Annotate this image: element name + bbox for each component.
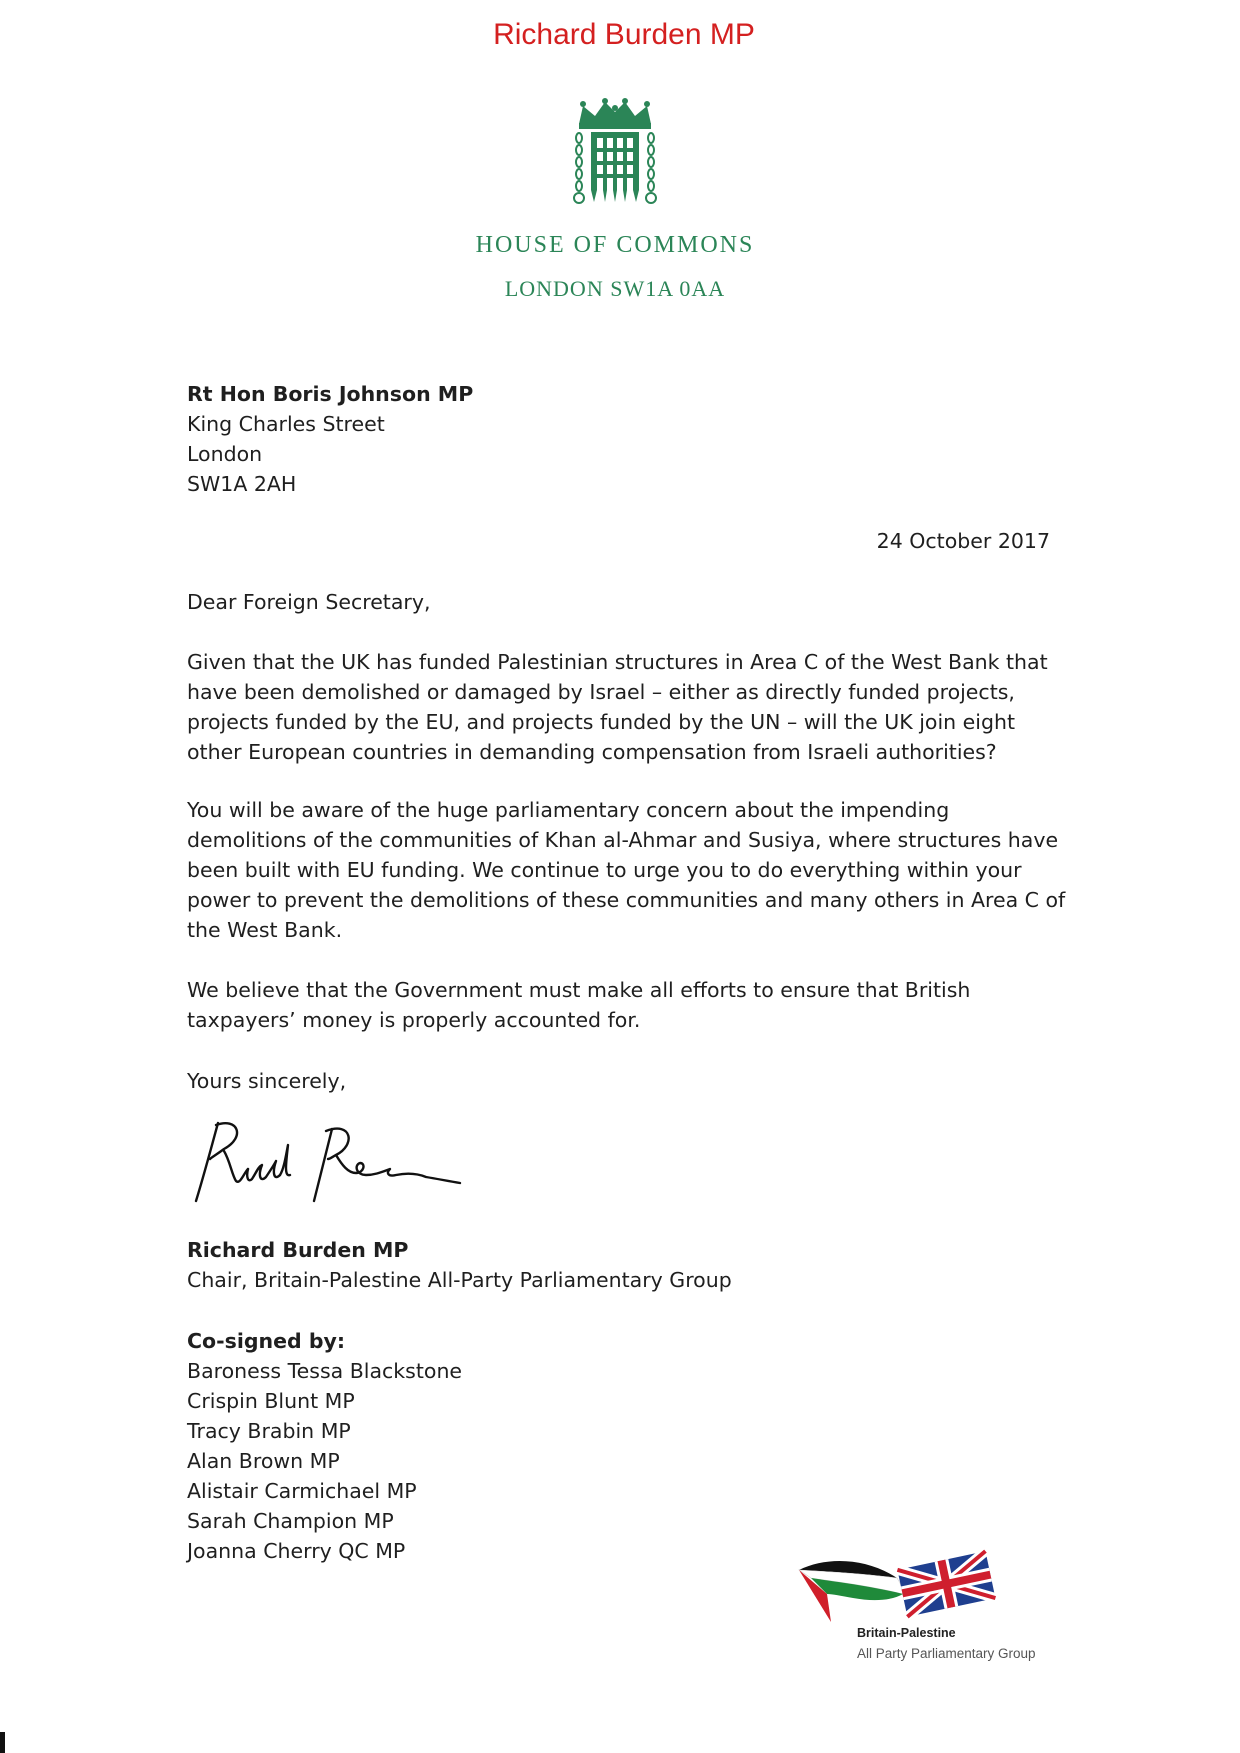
- letter-date: 24 October 2017: [876, 529, 1050, 553]
- portcullis-icon: [571, 98, 659, 206]
- handwritten-signature: [190, 1115, 465, 1207]
- cosigner-name: Joanna Cherry QC MP: [187, 1539, 406, 1563]
- recipient-name: Rt Hon Boris Johnson MP: [187, 382, 474, 406]
- cosigner-name: Baroness Tessa Blackstone: [187, 1359, 463, 1383]
- body-paragraph: You will be aware of the huge parliamentary concern about the impending demolitions of the communities of Khan al-Ahmar and Susiya, where structures have been built with EU funding. We continue to urge you to do everything within your power to prevent the demolitions of these communities and many others in Area C of the West Bank.: [187, 798, 1066, 942]
- cosigner-name: Alistair Carmichael MP: [187, 1479, 417, 1503]
- cosigners-section: [187, 1326, 462, 1566]
- recipient-address: [187, 379, 473, 499]
- recipient-address-line: London: [187, 442, 263, 466]
- cosigner-name: Sarah Champion MP: [187, 1509, 394, 1533]
- body-paragraph: We believe that the Government must make all efforts to ensure that British taxpayers’ money is properly accounted for.: [187, 978, 971, 1032]
- cosigner-name: Tracy Brabin MP: [187, 1419, 351, 1443]
- cosigner-name: Crispin Blunt MP: [187, 1389, 355, 1413]
- cosigner-name: Alan Brown MP: [187, 1449, 340, 1473]
- scan-edge-mark: [0, 1732, 5, 1753]
- cosigners-heading: Co-signed by:: [187, 1329, 346, 1353]
- institution-address: LONDON SW1A 0AA: [504, 276, 726, 301]
- signatory-title: Chair, Britain-Palestine All-Party Parliamentary Group: [187, 1268, 732, 1292]
- institution-name: HOUSE OF COMMONS: [475, 232, 755, 258]
- salutation: Dear Foreign Secretary,: [187, 590, 431, 614]
- body-paragraph: Given that the UK has funded Palestinian structures in Area C of the West Bank that have been demolished or damaged by Israel – either as directly funded projects, projects funded by the EU, and projects funded by the UN – will the UK join eight other European countries in demanding compensation from Israeli authorities?: [187, 650, 1048, 764]
- logo-subtitle: All Party Parliamentary Group: [857, 1646, 1036, 1661]
- closing-line: Yours sincerely,: [187, 1069, 347, 1093]
- signature-block: [187, 1235, 732, 1295]
- recipient-address-line: SW1A 2AH: [187, 472, 297, 496]
- recipient-address-line: King Charles Street: [187, 412, 385, 436]
- logo-name: Britain-Palestine: [857, 1626, 956, 1640]
- member-name-heading: Richard Burden MP: [493, 18, 755, 51]
- flags-logo-icon: [797, 1548, 1007, 1638]
- cosigners-list: [187, 1356, 462, 1566]
- signatory-name: Richard Burden MP: [187, 1238, 409, 1262]
